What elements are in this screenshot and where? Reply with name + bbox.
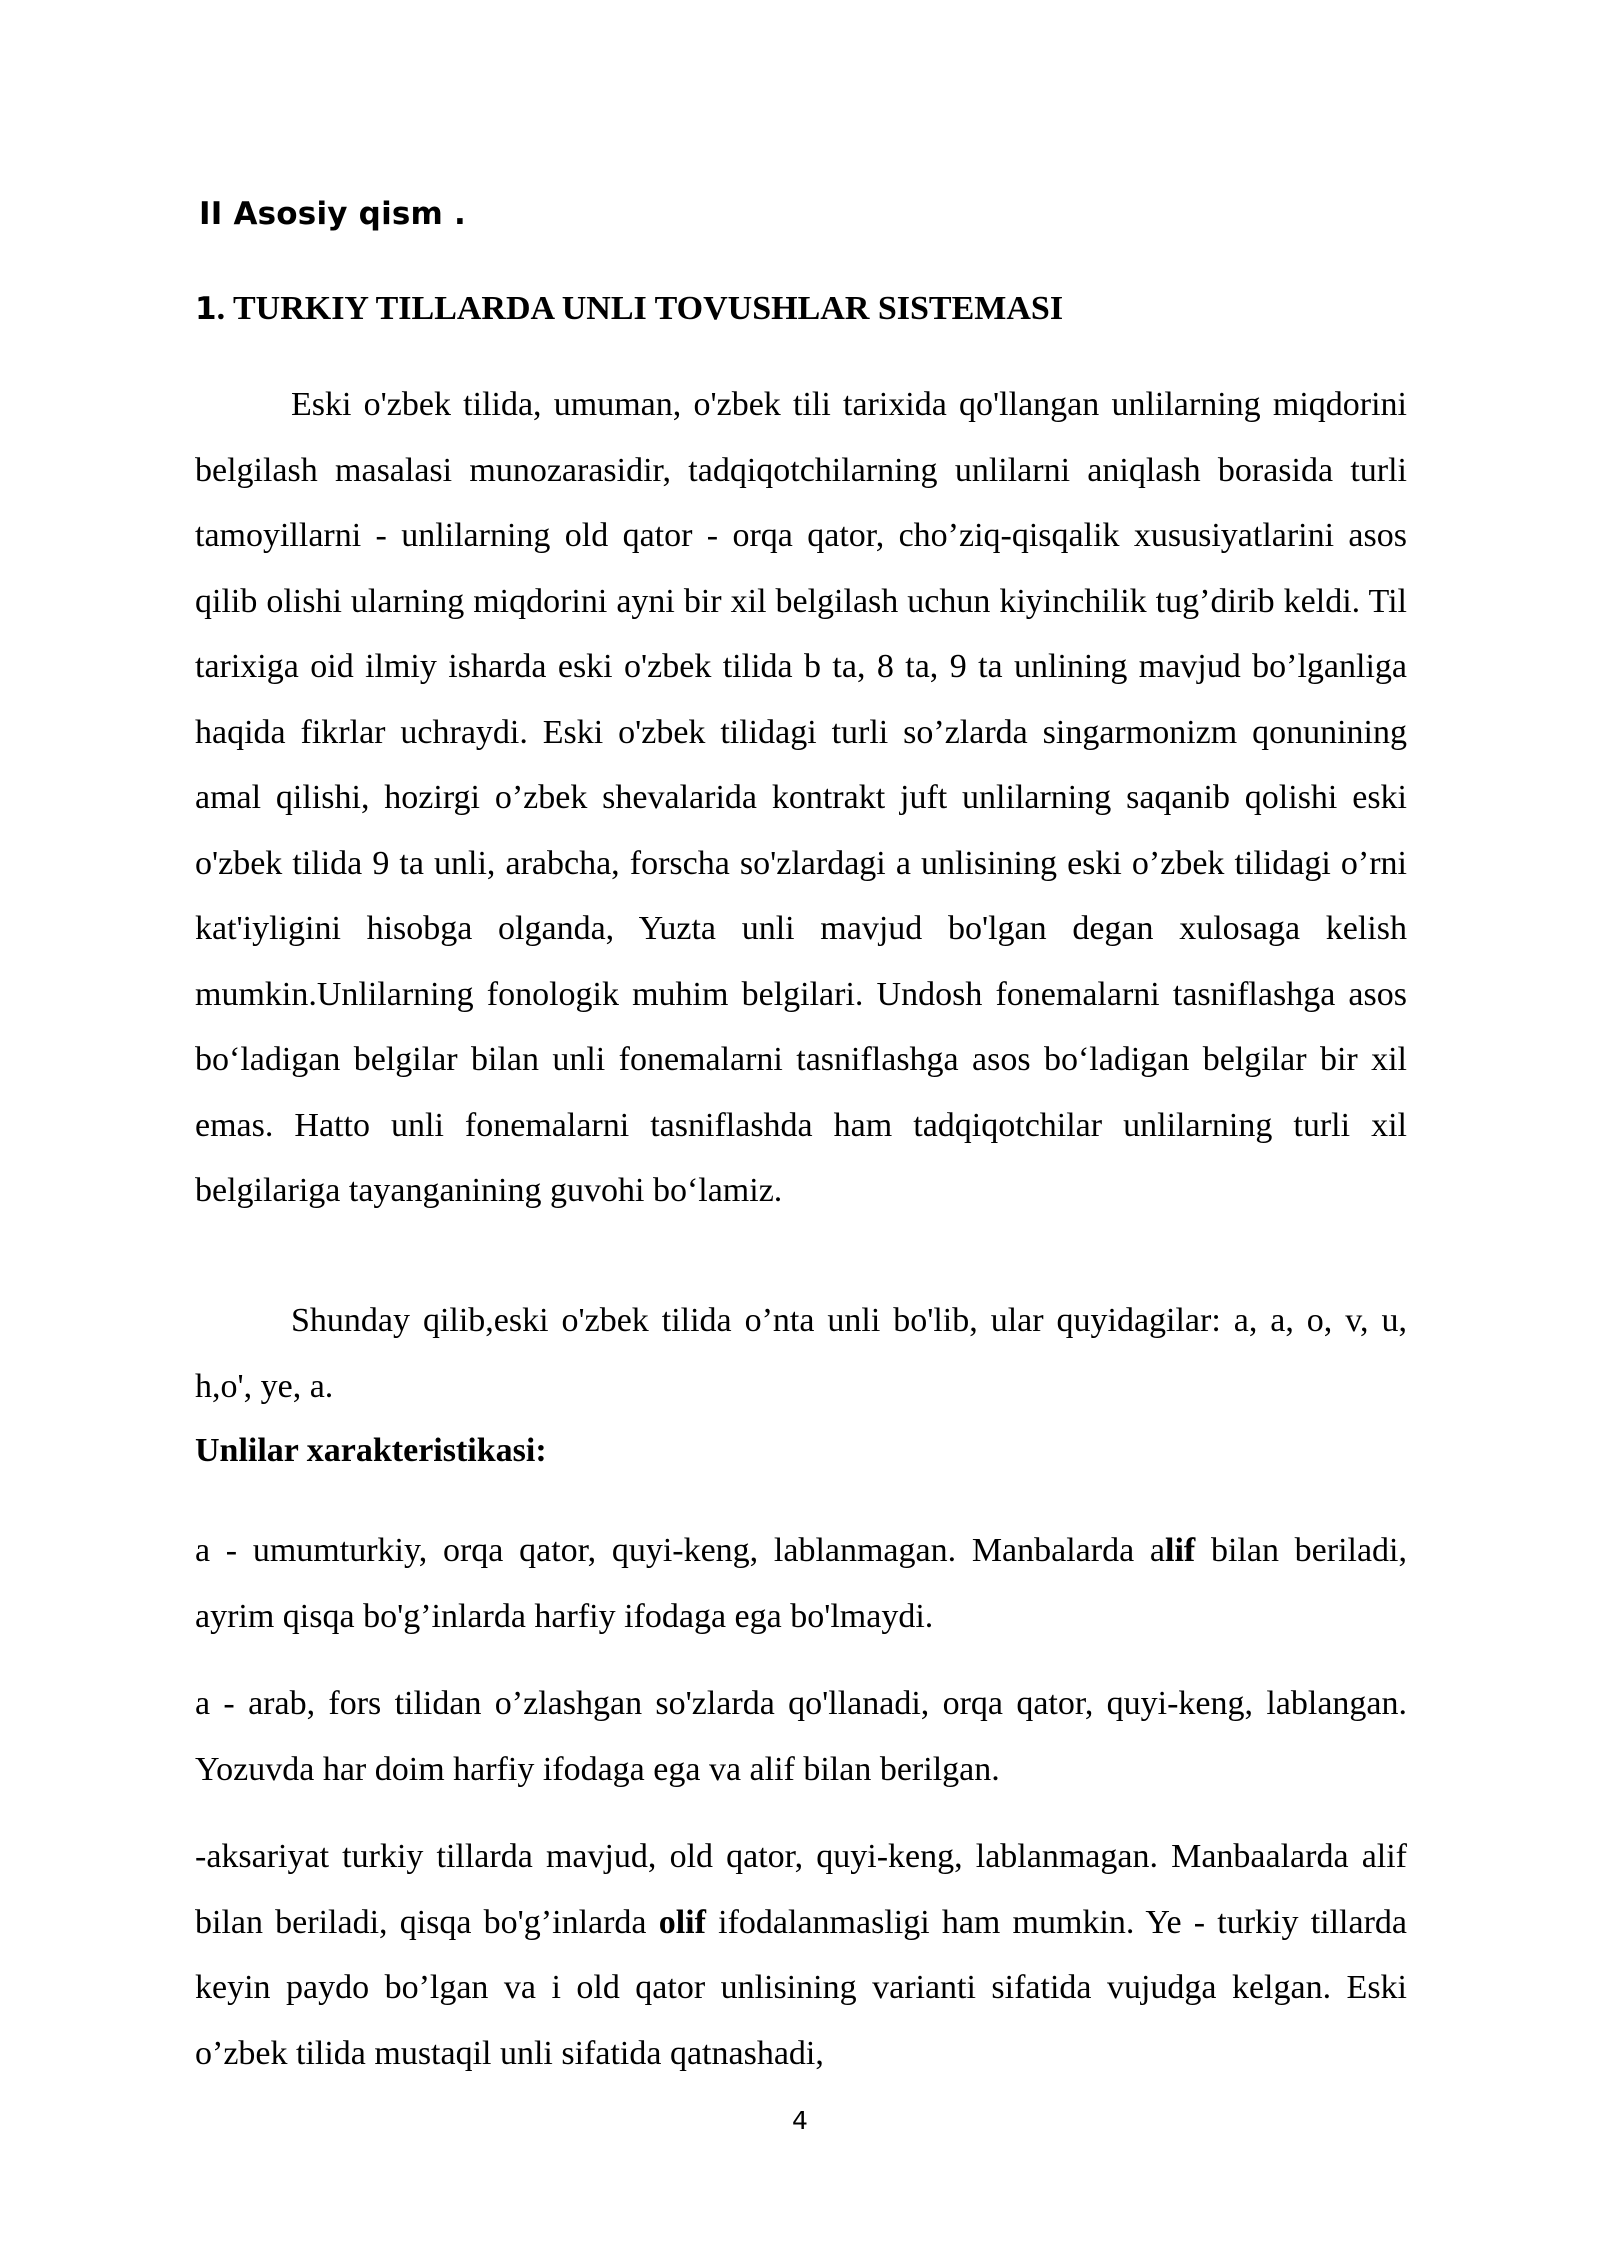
body-paragraph: Shunday qilib,eski o'zbek tilida o’nta unli bo'lib, ular quyidagilar: a, a, o, v, u, h,o', ye, a.: [195, 1302, 1407, 1405]
chapter-number: 1: [195, 291, 217, 327]
chapter-title-text: TURKIY TILLARDA UNLI TOVUSHLAR SISTEMASI: [225, 290, 1064, 327]
vowel-text: bilan beriladi, ayrim qisqa bo'g’inlarda harfiy ifodaga ega bo'lmaydi.: [195, 1532, 1408, 1635]
chapter-title: [195, 290, 1063, 328]
subheading: Unlilar xarakteristikasi:: [195, 1432, 547, 1469]
vowel-text: ifodalanmasligi ham mumkin. Ye - turkiy tillarda keyin paydo bo’lgan va i old qator unlisining varianti sifatida vujudga kelgan. Eski o’zbek tilida mustaqil unli sifatida qatnashadi,: [195, 1903, 1407, 2072]
chapter-number-separator: .: [216, 290, 226, 327]
vowel-text: a - umumturkiy, orqa qator, quyi-keng, lablanmagan. Manbalarda a: [195, 1532, 1166, 1569]
body-paragraph: Eski o'zbek tilida, umuman, o'zbek tili tarixida qo'llangan unlilarning miqdorini belgilash masalasi munozarasidir, tadqiqotchilarning unlilarni aniqlash borasida turli tamoyillarni - unlilarning old qator - orqa qator, cho’ziq-qisqalik xususiyatlarini asos qilib olishi ularning miqdorini ayni bir xil belgilash uchun kiyinchilik tug’dirib keldi. Til tarixiga oid ilmiy isharda eski o'zbek tilida b ta, 8 ta, 9 ta unlining mavjud bo’lganliga haqida fikrlar uchraydi. Eski o'zbek tilidagi turli so’zlarda singarmonizm qonunining amal qilishi, hozirgi o’zbek shevalarida kontrakt juft unlilarning saqanib qolishi eski o'zbek tilida 9 ta unli, arabcha, forscha so'zlardagi a unlisining eski o’zbek tilidagi o’rni kat'iyligini hisobga olganda, Yuzta unli mavjud bo'lgan degan xulosaga kelish mumkin.Unlilarning fonologik muhim belgilari. Undosh fonemalarni tasniflashga asos bo‘ladigan belgilar bilan unli fonemalarni tasniflashga asos bo‘ladigan belgilar bir xil emas. Hatto unli fonemalarni tasniflashda ham tadqiqotchilar unlilarning turli xil belgilariga tayanganining guvohi bo‘lamiz.: [195, 386, 1407, 1209]
vowel-description: [195, 1824, 1407, 2086]
vowel-description: [195, 1518, 1407, 1649]
vowel-text: -aksariyat turkiy tillarda mavjud, old qator, quyi-keng, lablanmagan. Manbaalarda alif bilan beriladi, qisqa bo'g’inlarda: [195, 1838, 1407, 1941]
vowel-bold-term: lif: [1165, 1532, 1196, 1569]
vowel-bold-term: olif: [658, 1903, 706, 1941]
section-title: II Asosiy qism .: [199, 196, 467, 232]
page-number: 4: [792, 2106, 808, 2135]
vowel-description: a - arab, fors tilidan o’zlashgan so'zlarda qo'llanadi, orqa qator, quyi-keng, lablangan. Yozuvda har doim harfiy ifodaga ega va alif bilan berilgan.: [195, 1685, 1407, 1788]
